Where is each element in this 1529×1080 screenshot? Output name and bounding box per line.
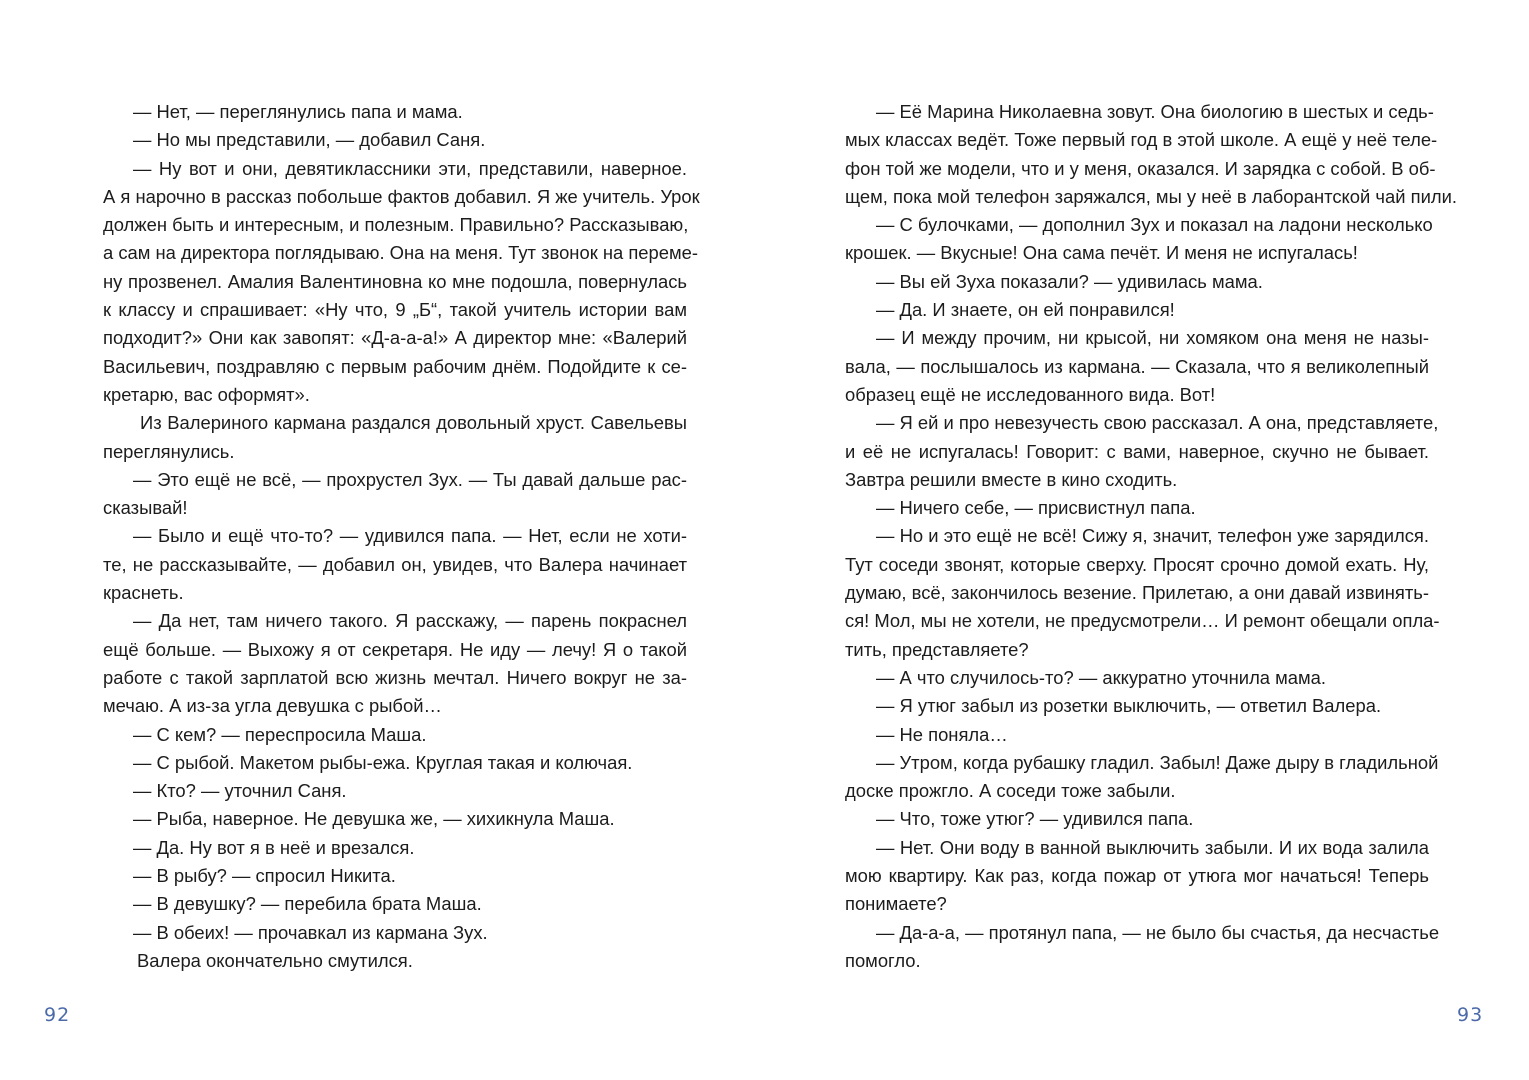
text-line: переглянулись.	[103, 440, 235, 462]
text-line: — С рыбой. Макетом рыбы-ежа. Круглая такая и колючая.	[133, 751, 633, 773]
text-line: мечаю. А из-за угла девушка с рыбой…	[103, 695, 442, 717]
right-page-text	[845, 98, 1457, 975]
text-line: — А что случилось-то? — аккуратно уточнила мама.	[876, 666, 1326, 688]
left-page-text	[103, 98, 700, 975]
text-line: к классу и спрашивает: «Ну что, 9 „Б“, такой учитель истории вам	[103, 299, 687, 321]
text-line: кретарю, вас оформят».	[103, 383, 310, 405]
text-line: — В девушку? — перебила брата Маша.	[133, 893, 482, 915]
text-line: вала, — послышалось из кармана. — Сказала, что я великолепный	[845, 355, 1429, 377]
text-line: ну прозвенел. Амалия Валентиновна ко мне подошла, повернулась	[103, 270, 687, 292]
text-line: понимаете?	[845, 893, 947, 915]
text-line: думаю, всё, закончилось везение. Прилетаю, а они давай извинять-	[845, 582, 1429, 604]
text-line: и её не испугалась! Говорит: с вами, наверное, скучно не бывает.	[845, 440, 1429, 462]
text-line: — Но и это ещё не всё! Сижу я, значит, телефон уже зарядился.	[876, 525, 1429, 547]
text-line: сказывай!	[103, 497, 188, 519]
text-line: — В обеих! — прочавкал из кармана Зух.	[133, 921, 488, 943]
text-line: — С булочками, — дополнил Зух и показал на ладони несколько	[876, 214, 1433, 236]
text-line: Валера окончательно смутился.	[137, 949, 413, 971]
page-number-right: 93	[1457, 1004, 1484, 1026]
text-line: — Да. Ну вот я в неё и врезался.	[133, 836, 415, 858]
text-line: — Я утюг забыл из розетки выключить, — ответил Валера.	[876, 695, 1382, 717]
text-line: должен быть и интересным, и полезным. Правильно? Рассказываю,	[103, 214, 689, 236]
text-line: — Кто? — уточнил Саня.	[133, 780, 347, 802]
text-line: работе с такой зарплатой всю жизнь мечтал. Ничего вокруг не за-	[103, 666, 687, 688]
text-line: — Ну вот и они, девятиклассники эти, представили, наверное.	[133, 157, 687, 179]
text-line: Из Валериного кармана раздался довольный хруст. Савельевы	[140, 412, 687, 434]
text-line: образец ещё не исследованного вида. Вот!	[845, 383, 1216, 405]
text-line: Васильевич, поздравляю с первым рабочим днём. Подойдите к се-	[103, 355, 687, 377]
text-line: фон той же модели, что и у меня, оказался. И зарядка с собой. В об-	[845, 157, 1436, 179]
text-line: Тут соседи звонят, которые сверху. Просят срочно домой ехать. Ну,	[845, 553, 1429, 575]
text-line: — Это ещё не всё, — прохрустел Зух. — Ты давай дальше рас-	[133, 468, 687, 490]
text-line: — Рыба, наверное. Не девушка же, — хихикнула Маша.	[133, 808, 615, 830]
text-line: — Вы ей Зуха показали? — удивилась мама.	[876, 270, 1263, 292]
text-line: а сам на директора поглядываю. Она на меня. Тут звонок на переме-	[103, 242, 698, 264]
text-line: — Ничего себе, — присвистнул папа.	[876, 497, 1196, 519]
text-line: — Да-а-а, — протянул папа, — не было бы счастья, да несчастье	[876, 921, 1440, 943]
text-line: доске прожгло. А соседи тоже забыли.	[845, 780, 1176, 802]
text-line: ещё больше. — Выхожу я от секретаря. Не иду — лечу! Я о такой	[103, 638, 687, 660]
text-line: — Не поняла…	[876, 723, 1008, 745]
text-line: Завтра решили вместе в кино сходить.	[845, 468, 1178, 490]
text-line: — Что, тоже утюг? — удивился папа.	[876, 808, 1194, 830]
text-line: ся! Мол, мы не хотели, не предусмотрели… И ремонт обещали опла-	[845, 610, 1440, 632]
text-line: — И между прочим, ни крысой, ни хомяком она меня не назы-	[876, 327, 1429, 349]
text-line: мою квартиру. Как раз, когда пожар от утюга мог начаться! Теперь	[845, 865, 1429, 887]
text-line: — В рыбу? — спросил Никита.	[133, 865, 396, 887]
text-line: те, не рассказывайте, — добавил он, увидев, что Валера начинает	[103, 553, 687, 575]
text-line: щем, пока мой телефон заряжался, мы у неё в лаборантской чай пили.	[845, 185, 1457, 207]
text-line: А я нарочно в рассказ побольше фактов добавил. Я же учитель. Урок	[103, 185, 700, 207]
text-line: крошек. — Вкусные! Она сама печёт. И меня не испугалась!	[845, 242, 1358, 264]
page-number-left: 92	[44, 1004, 71, 1026]
text-line: помогло.	[845, 949, 921, 971]
text-line: — С кем? — переспросила Маша.	[133, 723, 427, 745]
text-line: — Но мы представили, — добавил Саня.	[133, 129, 486, 151]
text-line: тить, представляете?	[845, 638, 1029, 660]
text-line: подходит?» Они как завопят: «Д-а-а-а!» А директор мне: «Валерий	[103, 327, 687, 349]
text-line: — Было и ещё что-то? — удивился папа. — Нет, если не хоти-	[133, 525, 687, 547]
text-line: — Я ей и про невезучесть свою рассказал. А она, представляете,	[876, 412, 1439, 434]
text-line: — Нет, — переглянулись папа и мама.	[133, 101, 463, 122]
text-line: краснеть.	[103, 582, 184, 604]
text-line: — Да нет, там ничего такого. Я расскажу, — парень покраснел	[133, 610, 687, 632]
text-line: — Да. И знаете, он ей понравился!	[876, 299, 1175, 321]
text-line: — Нет. Они воду в ванной выключить забыли. И их вода залила	[876, 836, 1429, 858]
text-line: — Её Марина Николаевна зовут. Она биологию в шестых и седь-	[876, 101, 1434, 122]
text-line: мых классах ведёт. Тоже первый год в этой школе. А ещё у неё теле-	[845, 129, 1438, 151]
text-line: — Утром, когда рубашку гладил. Забыл! Даже дыру в гладильной	[876, 751, 1439, 773]
